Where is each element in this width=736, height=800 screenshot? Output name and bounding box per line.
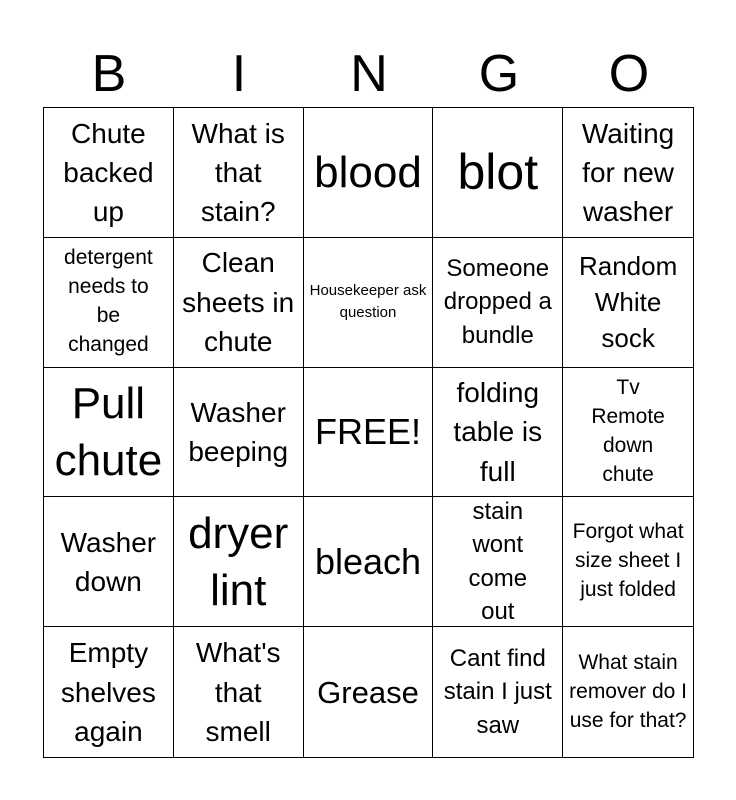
bingo-cell[interactable] (563, 368, 693, 498)
cell-text: Waiting for new washer (581, 117, 675, 227)
bingo-cell[interactable] (174, 368, 304, 498)
header-letter-g: G (478, 45, 520, 103)
bingo-cell[interactable] (174, 108, 304, 238)
bingo-cell[interactable] (563, 627, 693, 757)
bingo-cell[interactable] (433, 108, 563, 238)
bingo-header (44, 40, 694, 108)
bingo-cell[interactable] (44, 497, 174, 627)
cell-text: FREE! (314, 411, 421, 453)
bingo-cell[interactable] (304, 368, 434, 498)
cell-text: Washer beeping (188, 396, 289, 467)
cell-text: Pull chute (54, 378, 163, 485)
cell-text: Housekeeper ask question (309, 281, 427, 322)
header-letter-i: I (231, 45, 247, 103)
cell-text: What stain remover do I use for that? (569, 650, 688, 732)
cell-text: Forgot what size sheet I just folded (572, 520, 684, 602)
header-letter-b: B (91, 45, 127, 103)
cell-text: blood (314, 147, 422, 197)
cell-text: Someone dropped a bundle (443, 254, 552, 349)
bingo-cell[interactable] (174, 627, 304, 757)
bingo-cell[interactable] (44, 108, 174, 238)
cell-text: detergent needs to be changed (64, 246, 153, 357)
bingo-cell[interactable] (174, 497, 304, 627)
bingo-board (43, 107, 694, 758)
bingo-cell[interactable] (563, 108, 693, 238)
cell-text: Empty shelves again (60, 637, 156, 747)
cell-text: Random White sock (578, 250, 678, 354)
bingo-cell[interactable] (433, 627, 563, 757)
cell-text: Clean sheets in chute (182, 247, 295, 357)
bingo-cell[interactable] (563, 497, 693, 627)
cell-text: blot (457, 143, 539, 200)
bingo-cell[interactable] (433, 497, 563, 627)
bingo-cell[interactable] (44, 627, 174, 757)
cell-text: Grease (317, 674, 419, 710)
cell-text: stain wont come out (468, 497, 528, 626)
cell-text: Chute backed up (63, 117, 154, 227)
bingo-cell[interactable] (304, 497, 434, 627)
cell-text: bleach (314, 541, 422, 583)
bingo-cell[interactable] (304, 108, 434, 238)
bingo-cell[interactable] (44, 238, 174, 368)
bingo-cell[interactable] (304, 627, 434, 757)
cell-text: Tv Remote down chute (591, 376, 665, 486)
bingo-cell[interactable] (44, 368, 174, 498)
cell-text: Cant find stain I just saw (443, 644, 552, 739)
bingo-cell[interactable] (433, 238, 563, 368)
header-letter-o: O (608, 45, 650, 103)
bingo-cell[interactable] (174, 238, 304, 368)
bingo-cell[interactable] (563, 238, 693, 368)
bingo-cell[interactable] (433, 368, 563, 498)
cell-text: What is that stain? (191, 117, 285, 227)
bingo-cell[interactable] (304, 238, 434, 368)
cell-text: dryer lint (188, 508, 289, 615)
cell-text: What's that smell (195, 637, 281, 747)
cell-text: folding table is full (453, 377, 543, 487)
header-letter-n: N (350, 45, 388, 103)
cell-text: Washer down (60, 526, 157, 597)
